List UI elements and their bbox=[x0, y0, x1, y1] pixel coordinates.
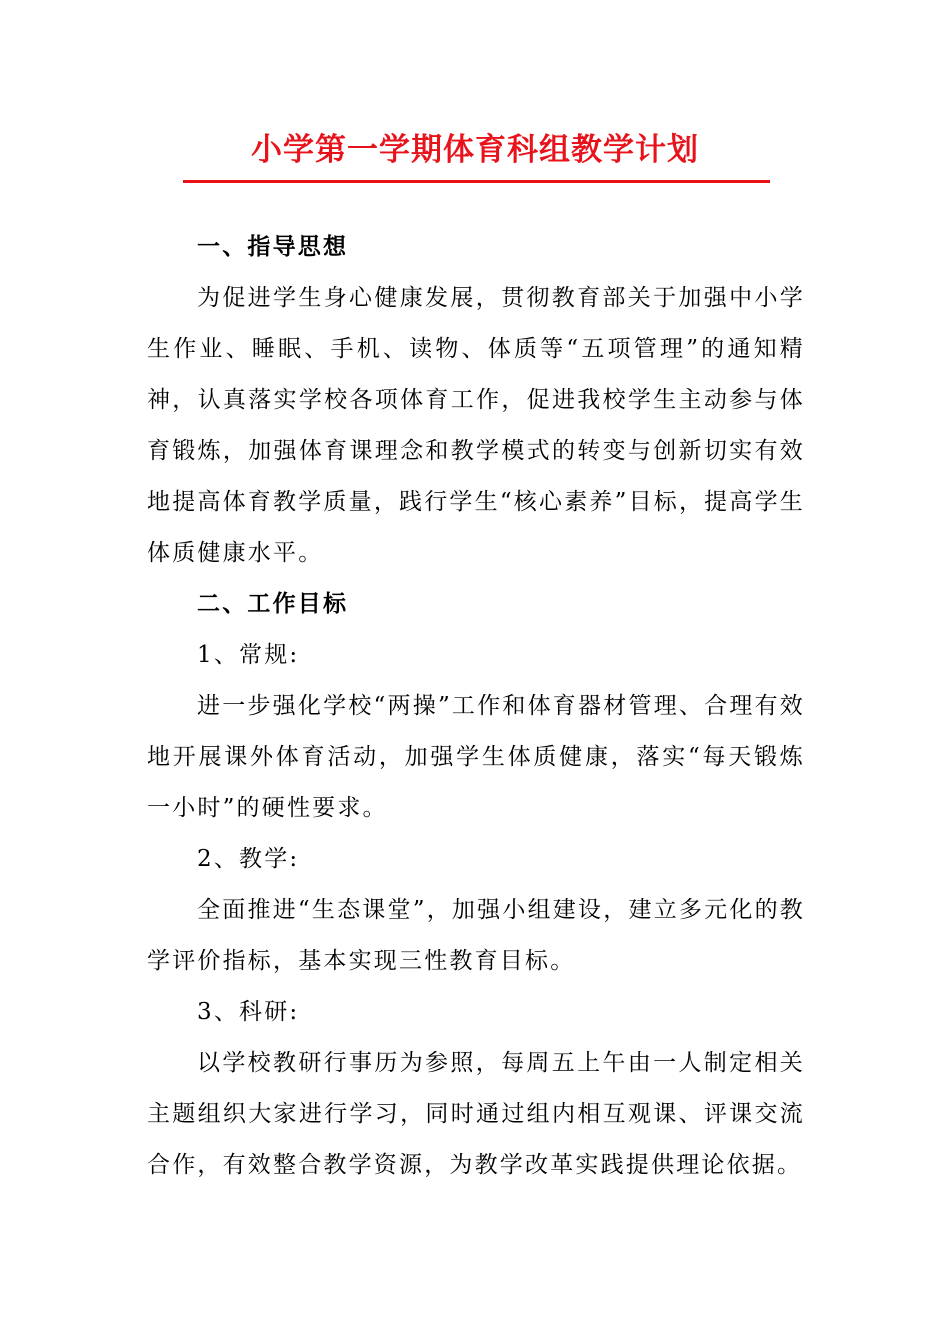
document-body bbox=[147, 222, 805, 1191]
document-title: 小学第一学期体育科组教学计划 bbox=[251, 132, 699, 168]
paragraph-research: 以学校教研行事历为参照，每周五上午由一人制定相关主题组织大家进行学习，同时通过组内相互观课、评课交流合作，有效整合教学资源，为教学改革实践提供理论依据。 bbox=[147, 1050, 805, 1178]
item-label-research: 3、科研: bbox=[197, 999, 300, 1025]
paragraph-guiding-ideology: 为促进学生身心健康发展，贯彻教育部关于加强中小学生作业、睡眠、手机、读物、体质等“五项管理”的通知精神，认真落实学校各项体育工作，促进我校学生主动参与体育锻炼，加强体育课理念和教学模式的转变与创新切实有效地提高体育教学质量，践行学生“核心素养”目标，提高学生体质健康水平。 bbox=[147, 285, 805, 566]
item-label-teaching: 2、教学: bbox=[197, 846, 300, 872]
section-heading-guiding-ideology: 一、指导思想 bbox=[197, 234, 349, 260]
paragraph-teaching: 全面推进“生态课堂”，加强小组建设，建立多元化的教学评价指标，基本实现三性教育目标。 bbox=[147, 897, 805, 974]
item-label-routine: 1、常规: bbox=[197, 642, 300, 668]
section-heading-work-goals: 二、工作目标 bbox=[197, 591, 349, 617]
paragraph-routine: 进一步强化学校“两操”工作和体育器材管理、合理有效地开展课外体育活动，加强学生体质健康，落实“每天锻炼一小时”的硬性要求。 bbox=[147, 693, 805, 821]
title-underline bbox=[183, 180, 770, 183]
